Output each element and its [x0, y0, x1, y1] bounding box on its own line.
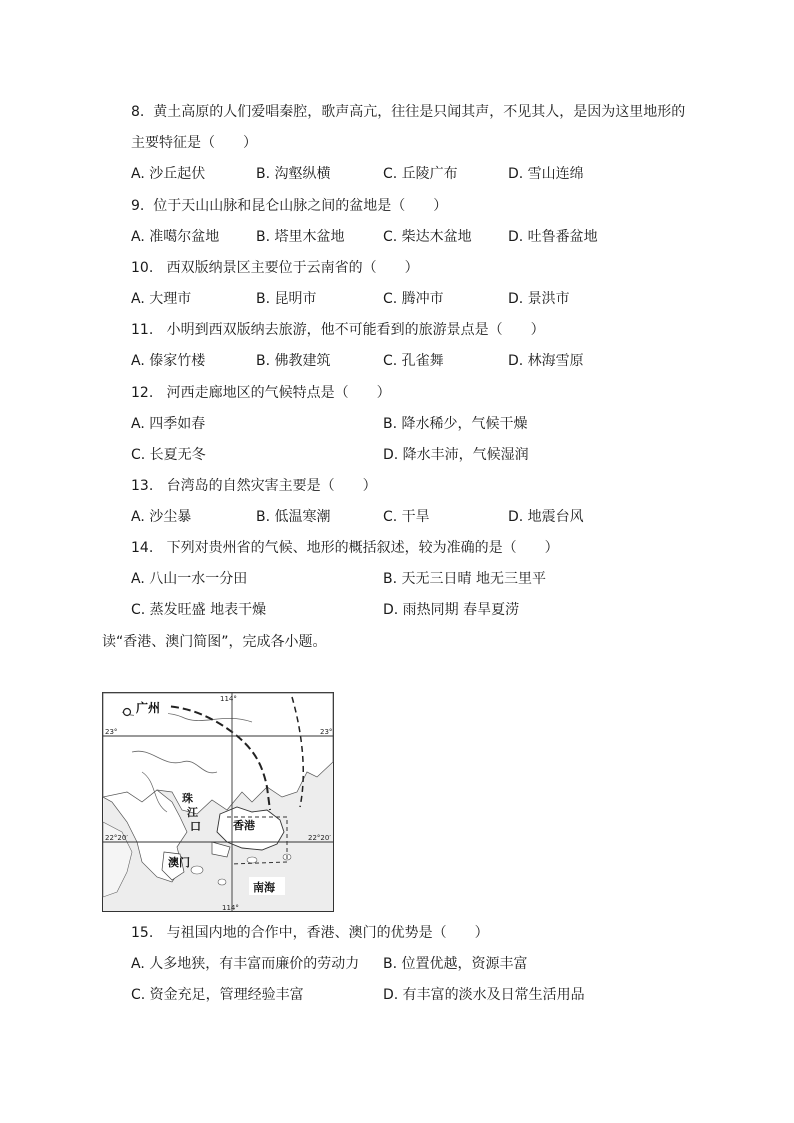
q12-stem [131, 383, 391, 403]
q15-stem-text: 与祖国内地的合作中，香港、澳门的优势是（ ） [166, 925, 489, 941]
q14-stem-text: 下列对贵州省的气候、地形的概括叙述，较为准确的是（ ） [166, 540, 559, 556]
lat-23-right-label: 23° [320, 728, 333, 736]
lon-114-bottom-label: 114° [222, 904, 239, 912]
q11-option-d[interactable]: D. 林海雪原 [508, 353, 584, 369]
q9-stem [131, 196, 447, 216]
q14-option-b[interactable]: B. 天无三日晴 地无三里平 [383, 571, 546, 587]
q14-option-d[interactable]: D. 雨热同期 春旱夏涝 [383, 602, 520, 618]
zhujiangkou-label-3: 口 [190, 820, 201, 833]
q12-option-d[interactable]: D. 降水丰沛，气候湿润 [383, 447, 529, 463]
q12-option-c[interactable]: C. 长夏无冬 [131, 447, 206, 463]
lat-23-left-label: 23° [105, 728, 118, 736]
q14-option-a[interactable]: A. 八山一水一分田 [131, 571, 248, 587]
q13-option-b[interactable]: B. 低温寒潮 [256, 509, 331, 525]
q11-number: 11. [131, 322, 154, 338]
q8-option-b[interactable]: B. 沟壑纵横 [256, 166, 331, 182]
zhujiangkou-label-1: 珠 [182, 792, 193, 805]
q13-option-a[interactable]: A. 沙尘暴 [131, 509, 192, 525]
q8-stem-text: 黄土高原的人们爱唱秦腔，歌声高亢，往往是只闻其声，不见其人，是因为这里地形的 [153, 104, 686, 120]
nanhai-label: 南海 [253, 881, 275, 894]
lon-114-label: 114° [220, 695, 237, 703]
q13-stem-text: 台湾岛的自然灾害主要是（ ） [166, 478, 377, 494]
q13-option-c[interactable]: C. 干旱 [383, 509, 430, 525]
q11-option-b[interactable]: B. 佛教建筑 [256, 353, 331, 369]
q9-option-d[interactable]: D. 吐鲁番盆地 [508, 229, 598, 245]
q14-stem [131, 538, 559, 558]
q11-stem-text: 小明到西双版纳去旅游，他不可能看到的旅游景点是（ ） [166, 322, 545, 338]
q9-option-a[interactable]: A. 准噶尔盆地 [131, 229, 220, 245]
lat-2220-left-label: 22°20′ [105, 834, 128, 842]
q15-option-c[interactable]: C. 资金充足，管理经验丰富 [131, 987, 304, 1003]
q10-option-d[interactable]: D. 景洪市 [508, 291, 570, 307]
q8-stem [131, 102, 685, 122]
q10-option-c[interactable]: C. 腾冲市 [383, 291, 444, 307]
q11-option-a[interactable]: A. 傣家竹楼 [131, 353, 206, 369]
island-1 [191, 866, 203, 874]
xianggang-label: 香港 [233, 819, 255, 832]
q13-number: 13. [131, 478, 154, 494]
q11-stem [131, 320, 545, 340]
q9-number: 9. [131, 198, 145, 214]
q8-option-d[interactable]: D. 雪山连绵 [508, 166, 584, 182]
q10-option-a[interactable]: A. 大理市 [131, 291, 192, 307]
q9-option-c[interactable]: C. 柴达木盆地 [383, 229, 472, 245]
q8-stem-cont: 主要特征是（ ） [131, 135, 257, 151]
q8-option-a[interactable]: A. 沙丘起伏 [131, 166, 206, 182]
q14-number: 14. [131, 540, 154, 556]
q10-number: 10. [131, 260, 154, 276]
q10-option-b[interactable]: B. 昆明市 [256, 291, 317, 307]
island-4 [218, 879, 226, 885]
guangzhou-label: 广州 [136, 701, 161, 715]
island-2 [247, 857, 257, 863]
q15-option-a[interactable]: A. 人多地狭，有丰富而廉价的劳动力 [131, 956, 360, 972]
q15-number: 15. [131, 925, 154, 941]
q9-stem-text: 位于天山山脉和昆仑山脉之间的盆地是（ ） [153, 198, 448, 214]
zhujiangkou-label-2: 江 [187, 806, 198, 819]
q9-option-b[interactable]: B. 塔里木盆地 [256, 229, 345, 245]
q13-option-d[interactable]: D. 地震台风 [508, 509, 584, 525]
q8-number: 8. [131, 104, 145, 120]
q15-stem [131, 923, 489, 943]
lat-2220-right-label: 22°20′ [308, 834, 331, 842]
hongkong-macau-map [102, 692, 334, 912]
q12-stem-text: 河西走廊地区的气候特点是（ ） [166, 385, 391, 401]
q12-number: 12. [131, 385, 154, 401]
q10-stem-text: 西双版纳景区主要位于云南省的（ ） [166, 260, 419, 276]
map-svg [102, 692, 334, 912]
q15-option-b[interactable]: B. 位置优越，资源丰富 [383, 956, 528, 972]
q14-option-c[interactable]: C. 蒸发旺盛 地表干燥 [131, 602, 267, 618]
q15-option-d[interactable]: D. 有丰富的淡水及日常生活用品 [383, 987, 585, 1003]
q13-stem [131, 476, 377, 496]
q8-option-c[interactable]: C. 丘陵广布 [383, 166, 458, 182]
map-intro: 读“香港、澳门简图”，完成各小题。 [102, 634, 327, 650]
guangzhou-marker [124, 709, 131, 716]
aomen-label: 澳门 [168, 856, 190, 869]
q11-option-c[interactable]: C. 孔雀舞 [383, 353, 444, 369]
q12-option-b[interactable]: B. 降水稀少，气候干燥 [383, 416, 528, 432]
q10-stem [131, 258, 419, 278]
q12-option-a[interactable]: A. 四季如春 [131, 416, 206, 432]
